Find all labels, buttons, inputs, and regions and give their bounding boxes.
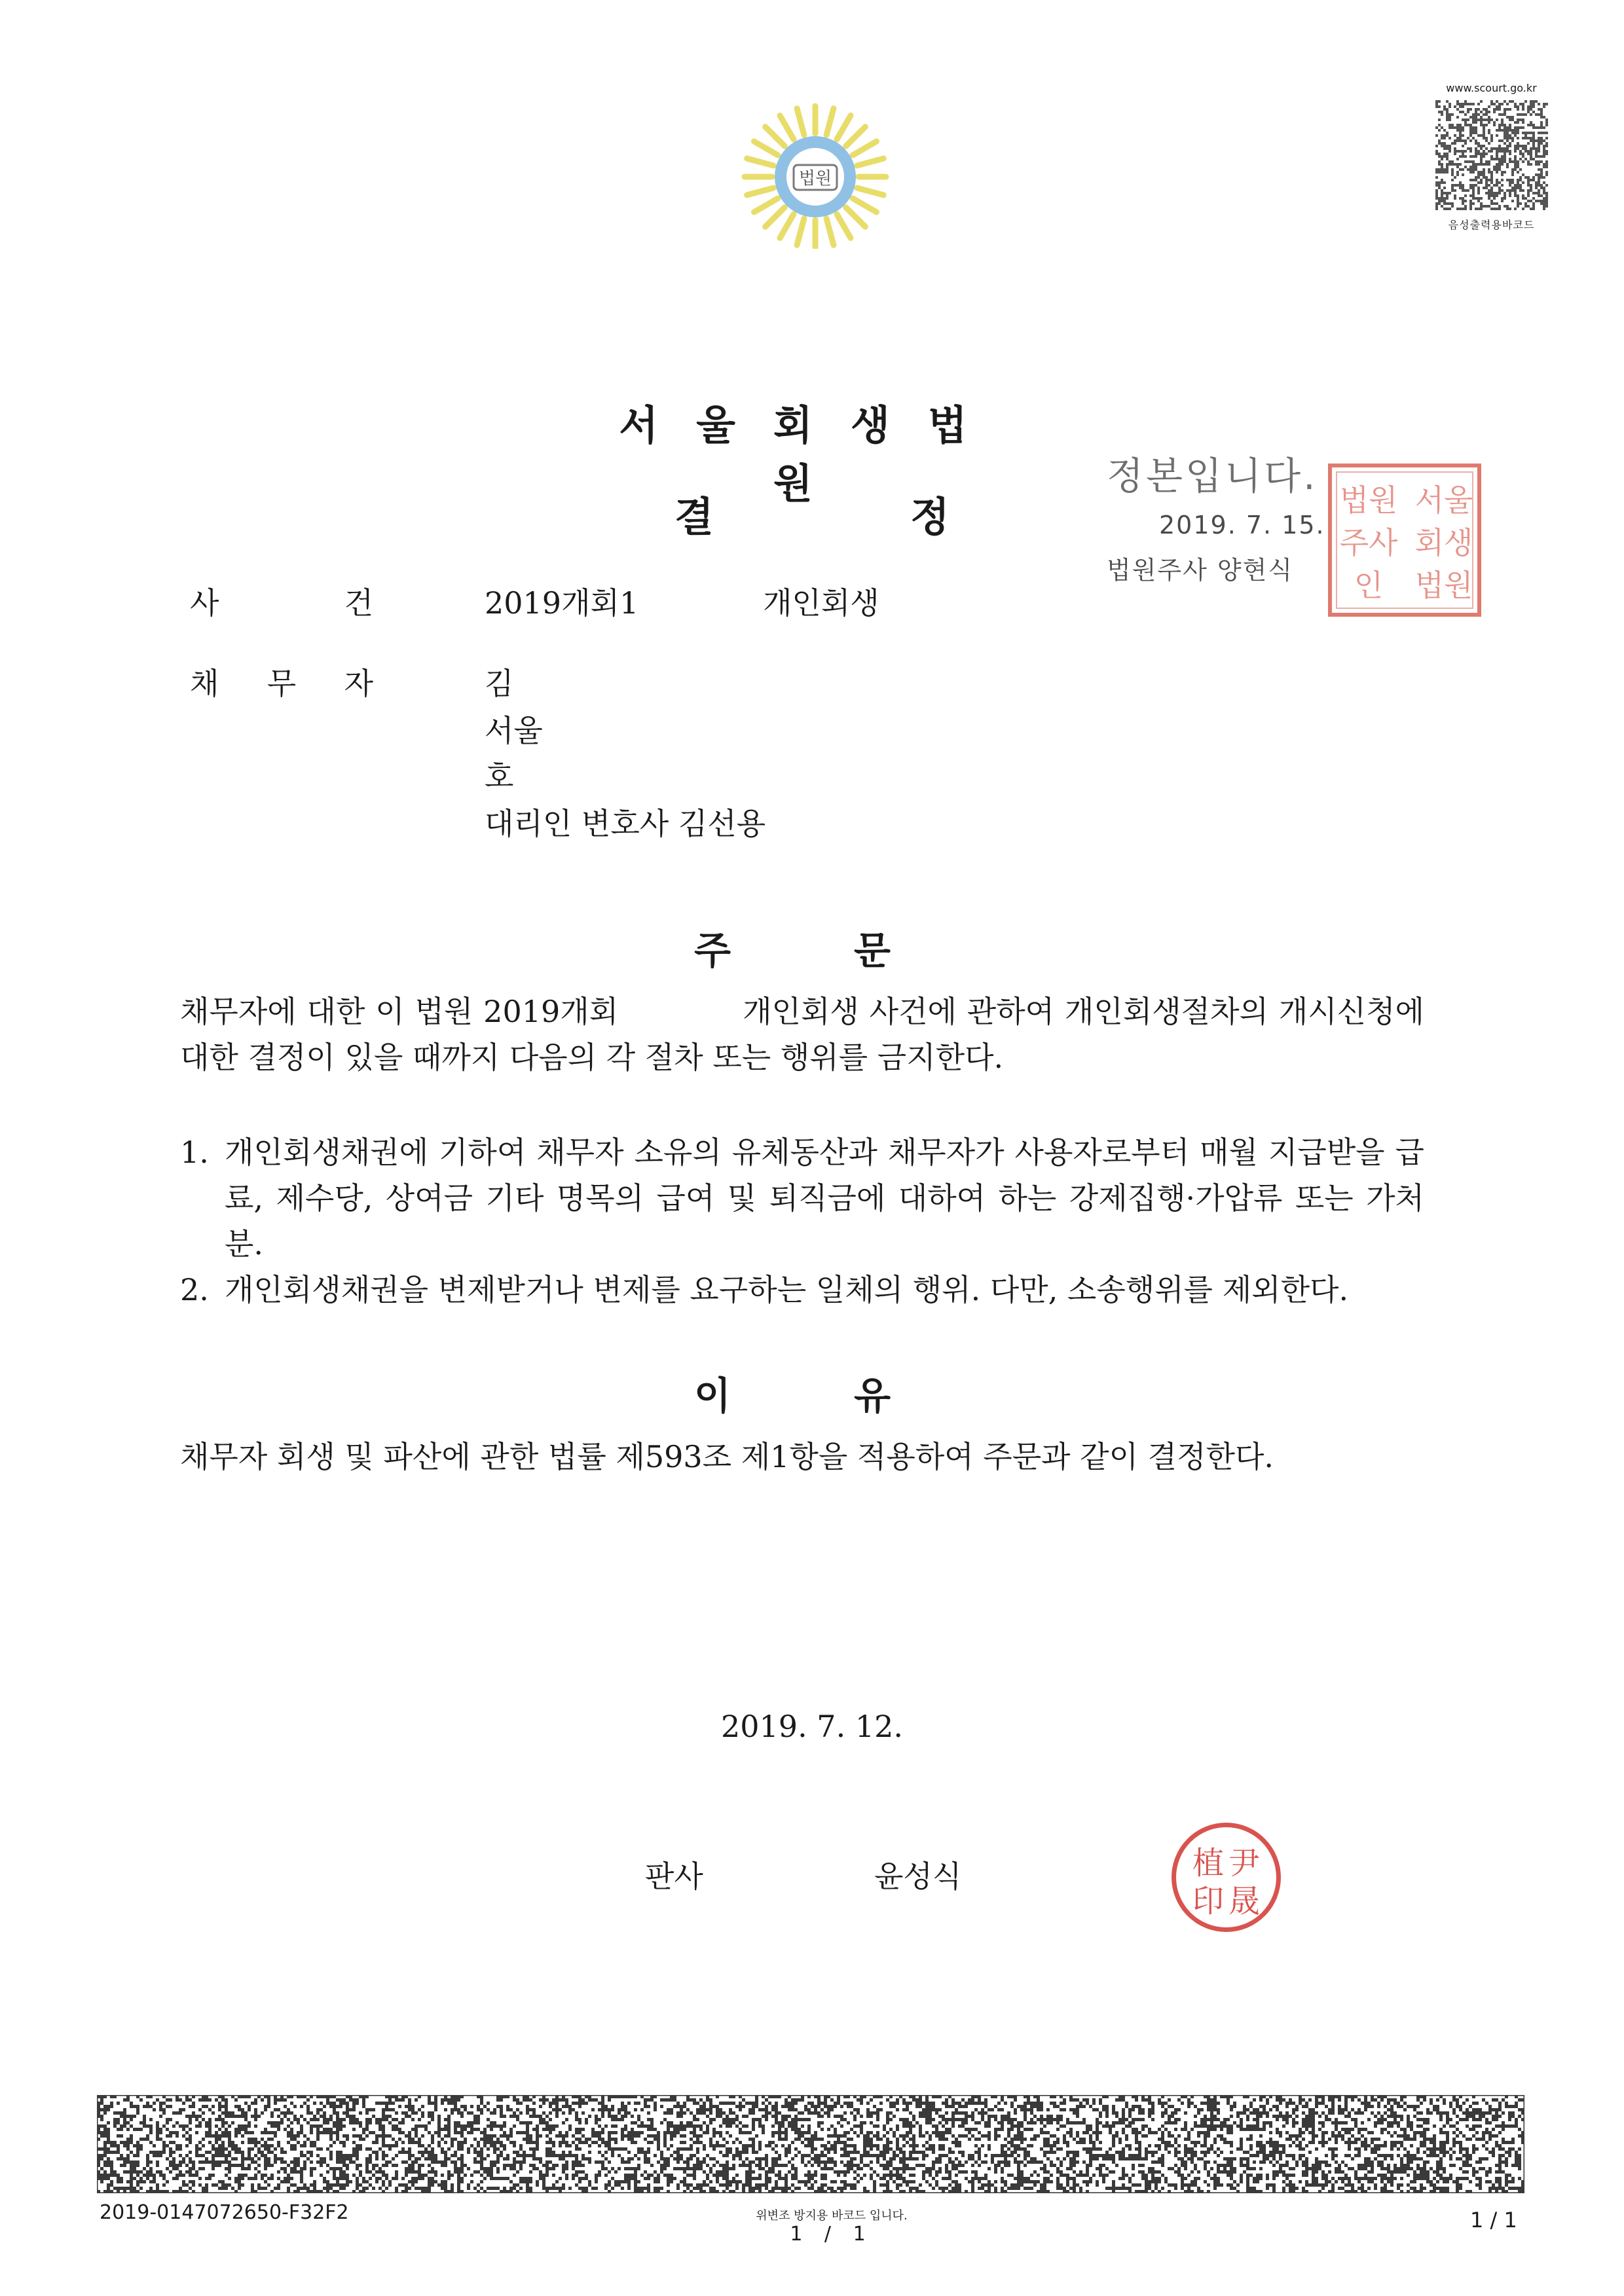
debtor-address: 서울 [485, 713, 543, 748]
case-label: 사 건 [190, 585, 373, 621]
title-char-2: 정 [910, 493, 950, 541]
anti-forgery-note: 위변조 방지용 바코드 입니다. [756, 2209, 908, 2223]
case-number: 2019개회1 [485, 585, 639, 621]
svg-text:주사: 주사 [1339, 525, 1398, 560]
certified-copy-text: 정본입니다. [1107, 454, 1318, 498]
debtor-agent: 대리인 변호사 김선용 [485, 806, 766, 841]
svg-text:晟: 晟 [1228, 1883, 1261, 1920]
barcode-caption: 음성출력용바코드 [1448, 219, 1535, 231]
order-paragraph [180, 989, 1424, 1080]
debtor-unit: 호 [485, 759, 514, 794]
order-item-number: 1. [180, 1135, 209, 1170]
svg-text:법원: 법원 [1339, 483, 1398, 518]
order-paragraph-part1: 채무자에 대한 이 법원 2019개회 [180, 994, 619, 1029]
voice-output-barcode [1428, 82, 1555, 239]
judge-title: 판사 [645, 1859, 703, 1894]
svg-text:植: 植 [1192, 1845, 1225, 1882]
order-item-text: 개인회생채권을 변제받거나 변제를 요구하는 일체의 행위. 다만, 소송행위를 제외한다. [225, 1272, 1349, 1307]
anti-forgery-barcode [97, 2095, 1524, 2193]
qr-code-image [1435, 100, 1548, 210]
judge-name: 윤성식 [874, 1859, 962, 1894]
svg-text:인: 인 [1354, 568, 1384, 603]
decision-date: 2019. 7. 12. [721, 1709, 903, 1744]
emblem-text: 법원 [798, 169, 832, 189]
svg-text:서울: 서울 [1414, 483, 1473, 518]
court-clerk-name: 법원주사 양현식 [1107, 556, 1294, 585]
svg-text:印: 印 [1192, 1883, 1225, 1920]
order-item-text: 개인회생채권에 기하여 채무자 소유의 유체동산과 채무자가 사용자로부터 매월 지급받을 급료, 제수당, 상여금 기타 명목의 급여 및 퇴직금에 대하여 하는 강제집행·가압류 또는 가처분. [225, 1135, 1424, 1262]
case-type: 개인회생 [763, 585, 879, 621]
title-char-1: 결 [674, 493, 714, 541]
order-item-2 [180, 1267, 1424, 1313]
debtor-label: 채 무 자 [190, 666, 373, 701]
document-id: 2019-0147072650-F32F2 [100, 2201, 349, 2224]
page-number-center: 1 / 1 [790, 2223, 874, 2246]
court-emblem-logo [733, 98, 897, 249]
svg-text:법원: 법원 [1414, 568, 1473, 603]
court-url: www.scourt.go.kr [1446, 82, 1537, 94]
judge-personal-seal [1169, 1820, 1283, 1935]
debtor-row [0, 660, 1624, 706]
svg-text:尹: 尹 [1228, 1845, 1261, 1882]
debtor-name: 김 [485, 666, 514, 701]
svg-text:회생: 회생 [1414, 525, 1473, 560]
page-number-right: 1 / 1 [1470, 2208, 1517, 2232]
order-item-number: 2. [180, 1272, 209, 1307]
order-heading: 주 문 [694, 928, 891, 973]
reason-heading: 이 유 [694, 1374, 891, 1418]
certification-date: 2019. 7. 15. [1159, 511, 1325, 539]
court-name: 서울회생법원 [619, 401, 1005, 507]
case-row [0, 579, 1624, 625]
order-item-1 [180, 1129, 1424, 1267]
order-paragraph-part2: 개인회생 사건에 관하여 개인회생절차의 개시신청에 대한 결정이 있을 때까지 다음의 각 절차 또는 행위를 금지한다. [180, 994, 1424, 1075]
reason-text: 채무자 회생 및 파산에 관한 법률 제593조 제1항을 적용하여 주문과 같이 결정한다. [180, 1439, 1274, 1474]
document-title [674, 484, 950, 543]
